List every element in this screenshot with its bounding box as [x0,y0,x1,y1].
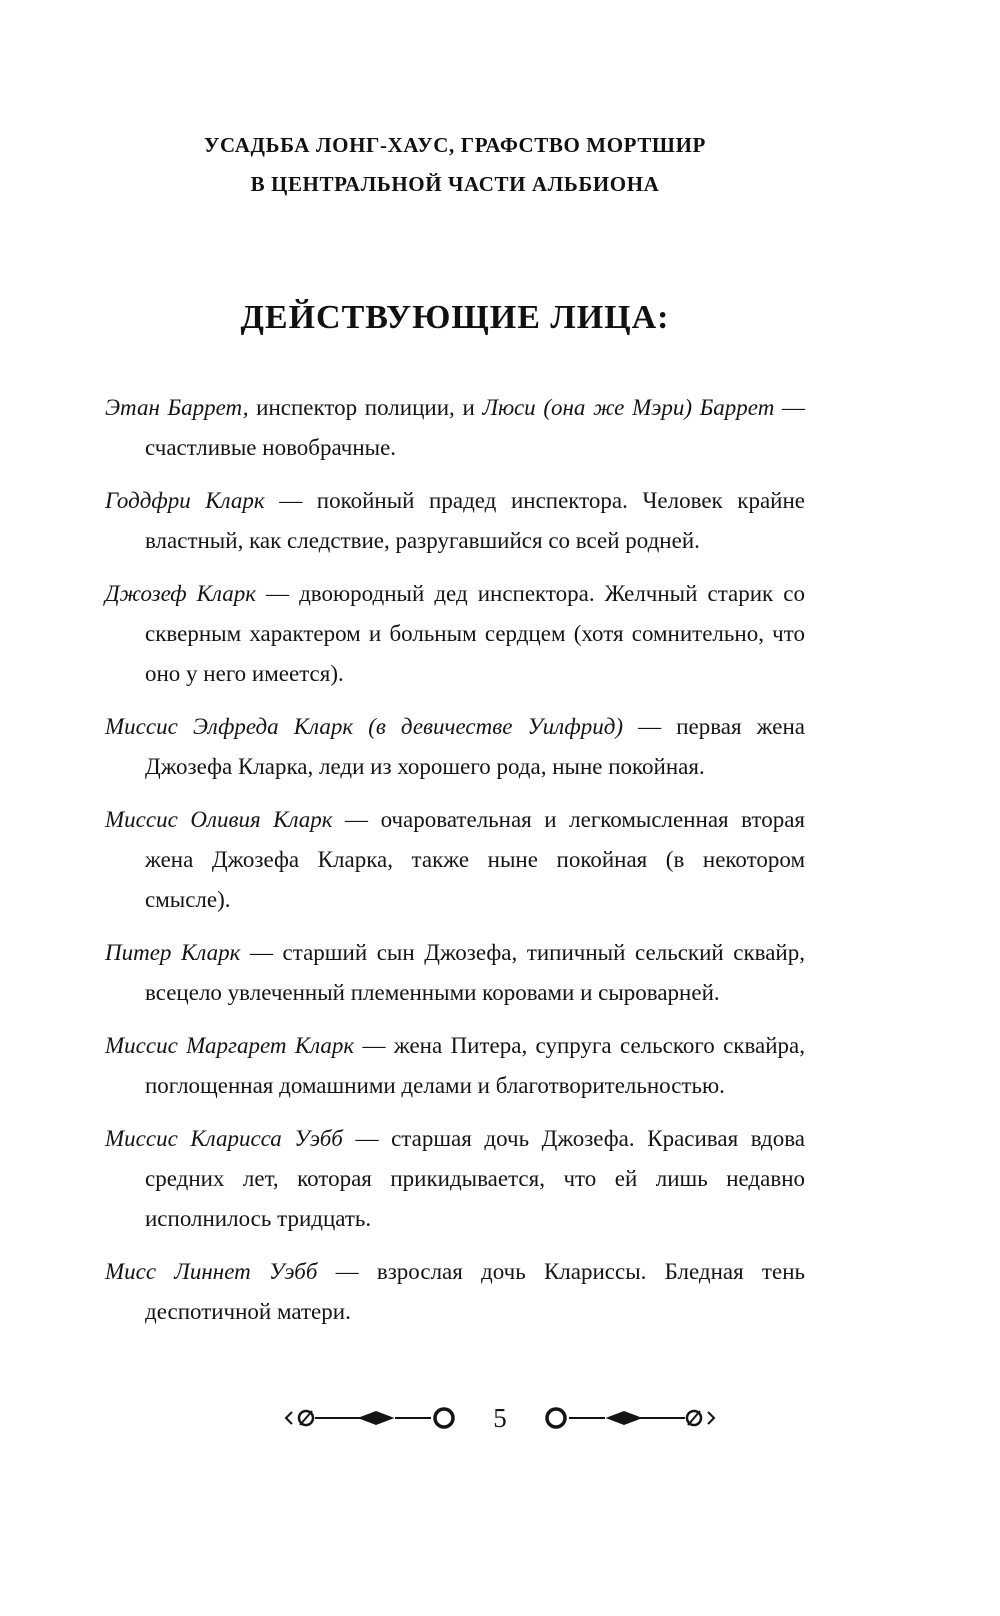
character-name: Миссис Оливия Кларк [105,807,333,832]
character-name: Питер Кларк [105,940,241,965]
character-name: Миссис Элфреда Кларк (в девичестве Уилфрид) [105,714,624,739]
character-entry [105,1026,805,1106]
character-entry [105,388,805,468]
character-name: Годдфри Кларк [105,488,265,513]
character-entry [105,933,805,1013]
character-description: — жена Питера, супруга сельского сквайра, поглощенная домашними делами и благотворительностью. [145,1033,805,1098]
character-name: Люси (она же Мэри) Баррет [482,395,775,420]
character-description: — старшая дочь Джозефа. Красивая вдова средних лет, которая прикидывается, что ей лишь недавно исполнилось тридцать. [145,1126,805,1231]
character-description: — очаровательная и легкомысленная вторая жена Джозефа Кларка, также ныне покойная (в некотором смысле). [145,807,805,912]
character-entry [105,707,805,787]
running-head-line1: УСАДЬБА ЛОНГ-ХАУС, ГРАФСТВО МОРТШИР [204,133,706,157]
page-number: 5 [493,1402,507,1433]
character-description: — покойный прадед инспектора. Человек крайне властный, как следствие, разругавшийся со всей родней. [145,488,805,553]
divider-ornament-left-icon [283,1404,459,1432]
running-head-line2: В ЦЕНТРАЛЬНОЙ ЧАСТИ АЛЬБИОНА [250,172,660,196]
character-list [105,388,805,1332]
character-entry [105,1119,805,1239]
character-entry [105,800,805,920]
character-description: — двоюродный дед инспектора. Желчный старик со скверным характером и больным сердцем (хотя сомнительно, что оно у него имеется). [145,581,805,686]
character-name: Джозеф Кларк [105,581,256,606]
character-entry [105,1252,805,1332]
character-description: — счастливые новобрачные. [145,395,805,460]
divider-ornament-right-icon [541,1404,717,1432]
character-entry [105,574,805,694]
page-footer [0,1404,1000,1432]
running-head [105,126,805,204]
character-name: Этан Баррет, [105,395,249,420]
page-title: ДЕЙСТВУЮЩИЕ ЛИЦА: [240,299,670,336]
character-description: — старший сын Джозефа, типичный сельский сквайр, всецело увлеченный племенными коровами и сыроварней. [145,940,805,1005]
character-name: Миссис Кларисса Уэбб [105,1126,343,1151]
character-name: Мисс Линнет Уэбб [105,1259,318,1284]
character-description: инспектор полиции, и [248,395,483,420]
character-description: — взрослая дочь Клариссы. Бледная тень деспотичной матери. [145,1259,805,1324]
character-entry [105,481,805,561]
character-name: Миссис Маргарет Кларк [105,1033,355,1058]
character-description: — первая жена Джозефа Кларка, леди из хорошего рода, ныне покойная. [145,714,805,779]
text-column [105,0,805,1345]
